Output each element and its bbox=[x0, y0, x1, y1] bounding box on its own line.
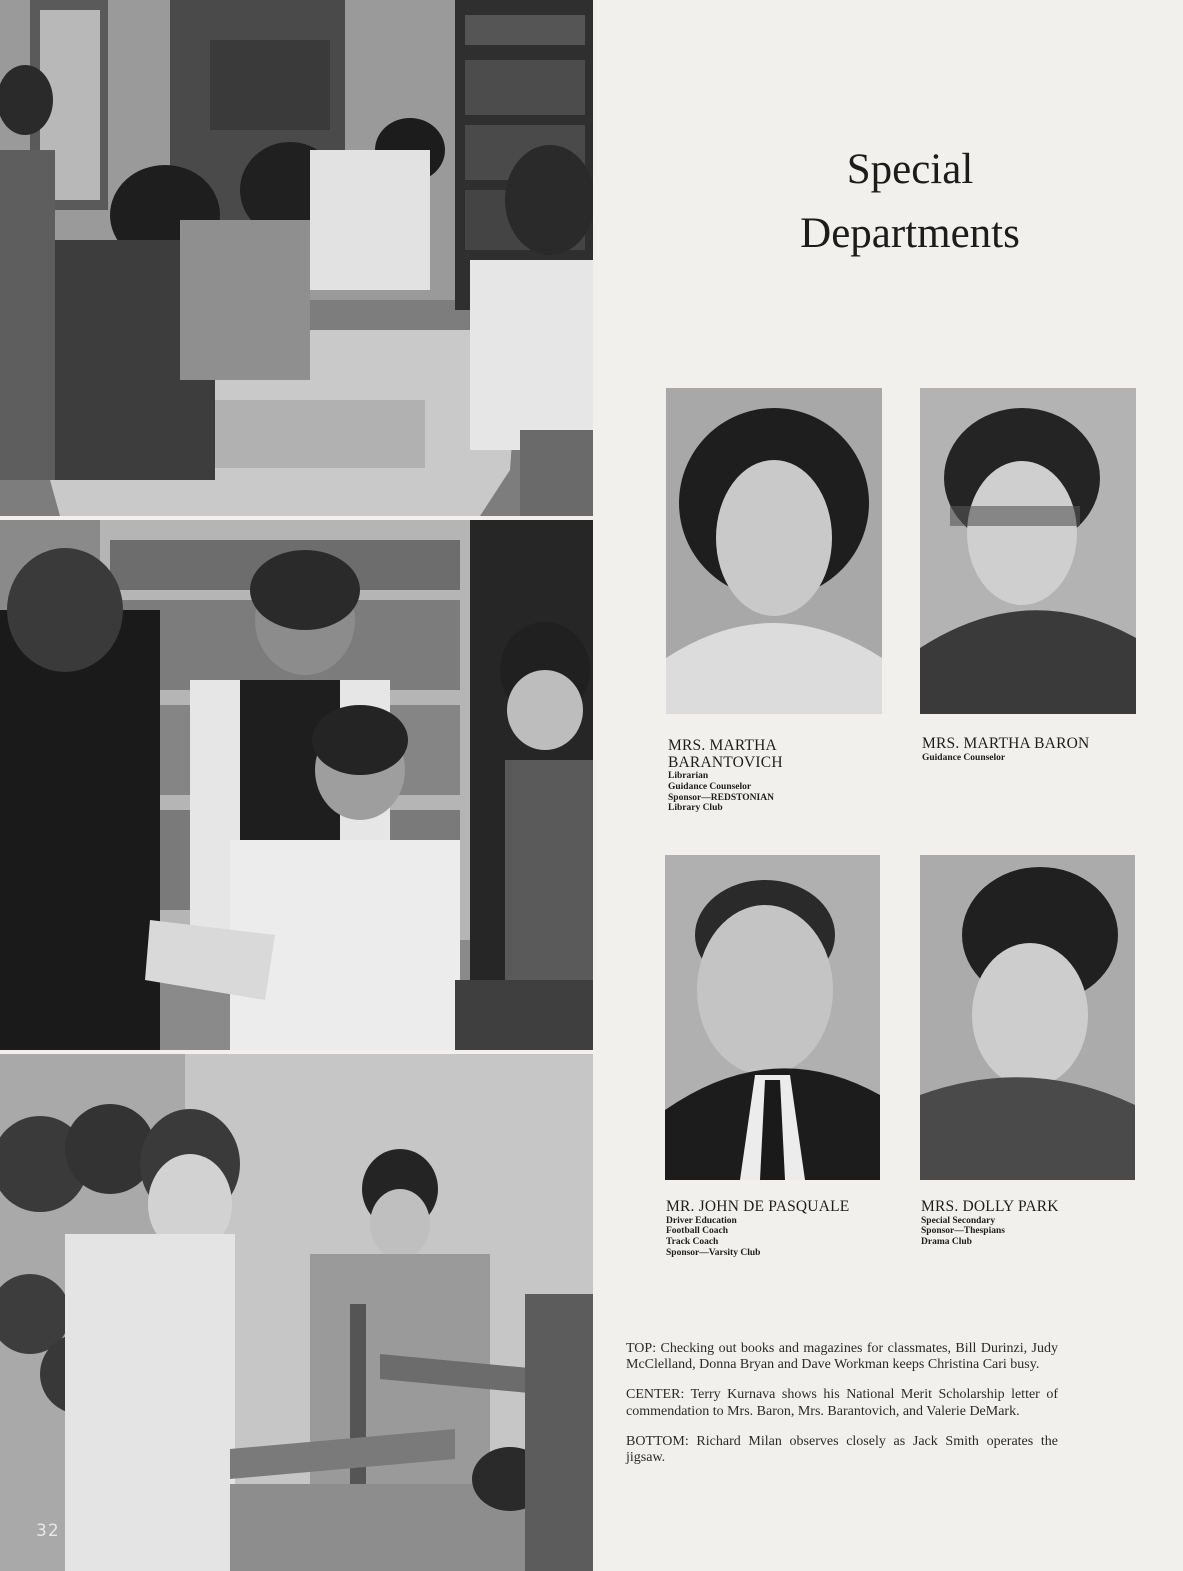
staff-caption-baron bbox=[922, 736, 1152, 763]
photo-captions bbox=[626, 1341, 1058, 1480]
staff-roles: Driver Education Football Coach Track Coach Sponsor—Varsity Club bbox=[666, 1215, 761, 1258]
photo-jigsaw-image bbox=[0, 1054, 593, 1571]
photo-library-desk bbox=[0, 0, 593, 516]
caption-bottom: BOTTOM: Richard Milan observes closely as Jack Smith operates the jigsaw. bbox=[626, 1433, 1058, 1466]
staff-caption-barantovich bbox=[668, 738, 898, 814]
photo-jigsaw bbox=[0, 1054, 593, 1571]
staff-roles: Special Secondary Sponsor—Thespians Drama Club bbox=[921, 1215, 1005, 1247]
portrait-baron bbox=[920, 388, 1136, 714]
staff-caption-depasquale bbox=[666, 1199, 906, 1258]
staff-roles: Librarian Guidance Counselor Sponsor—REDSTONIAN Library Club bbox=[668, 771, 774, 814]
staff-name: MRS. DOLLY PARK bbox=[921, 1198, 1059, 1215]
staff-name: MRS. MARTHA BARANTOVICH bbox=[668, 737, 783, 771]
staff-name: MR. JOHN DE PASQUALE bbox=[666, 1198, 850, 1215]
staff-caption-park bbox=[921, 1199, 1151, 1248]
staff-name: MRS. MARTHA BARON bbox=[922, 735, 1090, 752]
photo-merit-letter bbox=[0, 520, 593, 1050]
portrait-barantovich bbox=[666, 388, 882, 714]
photo-merit-letter-image bbox=[0, 520, 593, 1050]
caption-top: TOP: Checking out books and magazines for classmates, Bill Durinzi, Judy McClelland, Donna Bryan and Dave Workman keeps Christina Cari busy. bbox=[626, 1341, 1058, 1373]
caption-center: CENTER: Terry Kurnava shows his National Merit Scholarship letter of commendation to Mrs. Baron, Mrs. Barantovich, and Valerie DeMark. bbox=[626, 1387, 1058, 1419]
staff-roles: Guidance Counselor bbox=[922, 752, 1006, 763]
photo-library-desk-image bbox=[0, 0, 593, 516]
portrait-park bbox=[920, 855, 1135, 1180]
page-title-line-1: Special bbox=[846, 146, 974, 193]
page-number: 32 bbox=[36, 1521, 60, 1541]
portrait-baron-image bbox=[920, 388, 1136, 714]
portrait-barantovich-image bbox=[666, 388, 882, 714]
portrait-depasquale bbox=[665, 855, 880, 1180]
portrait-park-image bbox=[920, 855, 1135, 1180]
page-title-line-2: Departments bbox=[800, 210, 1020, 257]
portrait-depasquale-image bbox=[665, 855, 880, 1180]
